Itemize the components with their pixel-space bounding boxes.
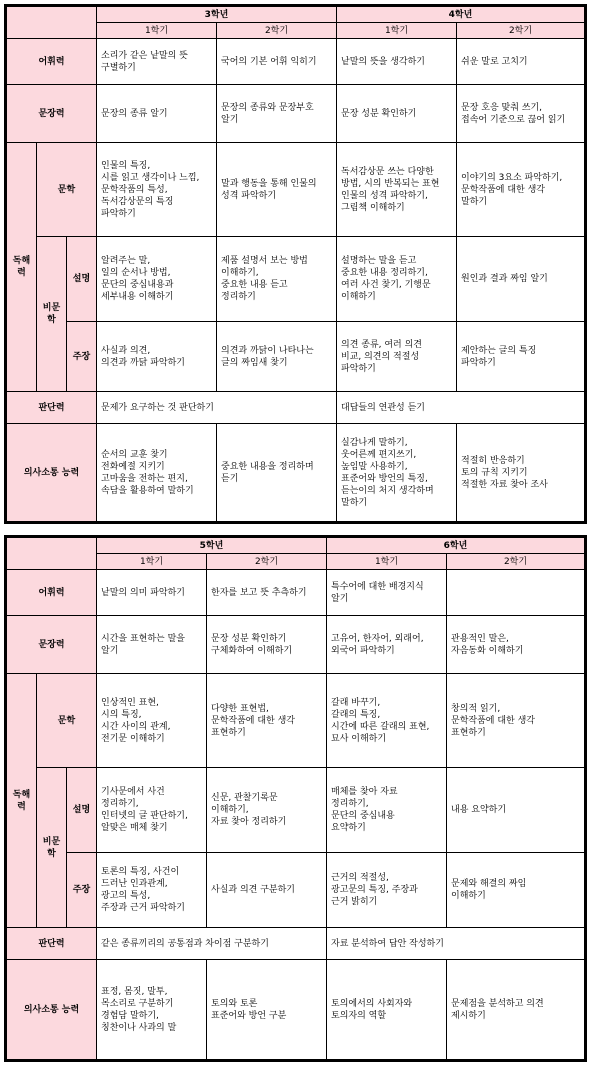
table-cell: 이야기의 3요소 파악하기, 문학작품에 대한 생각 말하기 — [457, 143, 585, 237]
table-cell — [447, 570, 585, 616]
grade-header: 6학년 — [327, 538, 585, 554]
table-cell: 적절히 반응하기 토의 규칙 지키기 적절한 자료 찾아 조사 — [457, 424, 585, 522]
category-nonliterature: 비문학 — [37, 768, 67, 928]
table-cell: 실감나게 말하기, 웃어른께 편지쓰기, 높임말 사용하기, 표준어와 방언의 특징, 듣는이의 처지 생각하며 말하기 — [337, 424, 457, 522]
semester-header: 2학기 — [217, 23, 337, 39]
table-row — [7, 143, 585, 237]
table-cell: 의견 종류, 여러 의견 비교, 의견의 적절성 파악하기 — [337, 322, 457, 392]
category-judgment: 판단력 — [7, 928, 97, 960]
table-cell: 근거의 적절성, 광고문의 특징, 주장과 근거 밝히기 — [327, 853, 447, 928]
corner-cell — [7, 538, 97, 570]
table-cell: 시간을 표현하는 말을 알기 — [97, 616, 207, 674]
table-row — [7, 674, 585, 768]
table-cell: 같은 종류끼리의 공통점과 차이점 구분하기 — [97, 928, 327, 960]
table-cell: 순서의 교훈 찾기 전화예절 지키기 고마움을 전하는 편지, 속담을 활용하여 말하기 — [97, 424, 217, 522]
table-cell: 토의에서의 사회자와 토의자의 역할 — [327, 960, 447, 1060]
table-cell: 대답들의 연관성 듣기 — [337, 392, 585, 424]
table-row — [7, 928, 585, 960]
table-cell: 특수어에 대한 배경지식 알기 — [327, 570, 447, 616]
semester-header: 1학기 — [327, 554, 447, 570]
category-sentence: 문장력 — [7, 85, 97, 143]
semester-header: 1학기 — [97, 554, 207, 570]
table-row — [7, 237, 585, 322]
corner-cell — [7, 7, 97, 39]
category-argumentative: 주장 — [67, 853, 97, 928]
curriculum-table-grade3-4 — [6, 6, 585, 522]
table-cell: 문장 성분 확인하기 — [337, 85, 457, 143]
semester-header: 2학기 — [207, 554, 327, 570]
table-cell: 제품 설명서 보는 방법 이해하기, 중요한 내용 듣고 정리하기 — [217, 237, 337, 322]
table-row — [7, 322, 585, 392]
table-cell: 고유어, 한자어, 외래어, 외국어 파악하기 — [327, 616, 447, 674]
table-cell: 의견과 까닭이 나타나는 글의 짜임새 찾기 — [217, 322, 337, 392]
category-explanatory: 설명 — [67, 237, 97, 322]
category-vocabulary: 어휘력 — [7, 39, 97, 85]
table-cell: 독서감상문 쓰는 다양한 방법, 시의 반복되는 표현 인물의 성격 파악하기, 그림책 이해하기 — [337, 143, 457, 237]
category-reading: 독해력 — [7, 674, 37, 928]
category-communication: 의사소통 능력 — [7, 424, 97, 522]
table-cell: 문장 성분 확인하기 구체화하여 이해하기 — [207, 616, 327, 674]
category-reading: 독해력 — [7, 143, 37, 392]
table-cell: 인상적인 표현, 시의 특징, 시간 사이의 관계, 전기문 이해하기 — [97, 674, 207, 768]
table-cell: 내용 요약하기 — [447, 768, 585, 853]
category-argumentative: 주장 — [67, 322, 97, 392]
semester-header: 2학기 — [447, 554, 585, 570]
table-row — [7, 39, 585, 85]
table-cell: 창의적 읽기, 문학작품에 대한 생각 표현하기 — [447, 674, 585, 768]
semester-header: 1학기 — [97, 23, 217, 39]
grade-header: 4학년 — [337, 7, 585, 23]
table-cell: 문제와 해결의 짜임 이해하기 — [447, 853, 585, 928]
table-row — [7, 853, 585, 928]
category-sentence: 문장력 — [7, 616, 97, 674]
table-cell: 기사문에서 사건 정리하기, 인터넷의 글 판단하기, 알맞은 매체 찾기 — [97, 768, 207, 853]
category-communication: 의사소통 능력 — [7, 960, 97, 1060]
table-row — [7, 85, 585, 143]
table-cell: 인물의 특징, 시를 읽고 생각이나 느낌, 문학작품의 특성, 독서감상문의 특징 파악하기 — [97, 143, 217, 237]
table-cell: 낱말의 뜻을 생각하기 — [337, 39, 457, 85]
table-cell: 소리가 같은 낱말의 뜻 구별하기 — [97, 39, 217, 85]
table-cell: 신문, 관찰기록문 이해하기, 자료 찾아 정리하기 — [207, 768, 327, 853]
category-literature: 문학 — [37, 143, 97, 237]
table-cell: 자료 분석하여 답안 작성하기 — [327, 928, 585, 960]
table-cell: 사실과 의견 구분하기 — [207, 853, 327, 928]
table-cell: 원인과 결과 짜임 알기 — [457, 237, 585, 322]
table-row — [7, 570, 585, 616]
category-explanatory: 설명 — [67, 768, 97, 853]
table-cell: 설명하는 말을 듣고 중요한 내용 정리하기, 여러 사건 찾기, 기행문 이해하기 — [337, 237, 457, 322]
grade-header: 5학년 — [97, 538, 327, 554]
table-cell: 문제점을 분석하고 의견 제시하기 — [447, 960, 585, 1060]
table-row — [7, 424, 585, 522]
category-vocabulary: 어휘력 — [7, 570, 97, 616]
table-cell: 관용적인 말은, 자음동화 이해하기 — [447, 616, 585, 674]
table-cell: 사실과 의견, 의견과 까닭 파악하기 — [97, 322, 217, 392]
table-cell: 다양한 표현법, 문학작품에 대한 생각 표현하기 — [207, 674, 327, 768]
table-cell: 한자를 보고 뜻 추측하기 — [207, 570, 327, 616]
table-row — [7, 392, 585, 424]
table-cell: 문제가 요구하는 것 판단하기 — [97, 392, 337, 424]
table-cell: 문장의 종류 알기 — [97, 85, 217, 143]
table-cell: 문장의 종류와 문장부호 알기 — [217, 85, 337, 143]
table-cell: 문장 호응 맞춰 쓰기, 접속어 기준으로 끊어 읽기 — [457, 85, 585, 143]
table-cell: 토론의 특징, 사건이 드러난 인과관계, 광고의 특성, 주장과 근거 파악하기 — [97, 853, 207, 928]
table-cell: 쉬운 말로 고치기 — [457, 39, 585, 85]
curriculum-table-grade5-6 — [6, 537, 585, 1060]
table-cell: 알려주는 말, 일의 순서나 방법, 문단의 중심내용과 세부내용 이해하기 — [97, 237, 217, 322]
table-row — [7, 960, 585, 1060]
table-cell: 중요한 내용을 정리하며 듣기 — [217, 424, 337, 522]
table-cell: 국어의 기본 어휘 익히기 — [217, 39, 337, 85]
table-cell: 표정, 몸짓, 말투, 목소리로 구분하기 경험담 말하기, 칭찬이나 사과의 말 — [97, 960, 207, 1060]
table-cell: 낱말의 의미 파악하기 — [97, 570, 207, 616]
category-literature: 문학 — [37, 674, 97, 768]
table-cell: 매체를 찾아 자료 정리하기, 문단의 중심내용 요약하기 — [327, 768, 447, 853]
table-row — [7, 768, 585, 853]
table-cell: 갈래 바꾸기, 갈래의 특징, 시간에 따른 갈래의 표현, 묘사 이해하기 — [327, 674, 447, 768]
table-row — [7, 616, 585, 674]
grade-header: 3학년 — [97, 7, 337, 23]
semester-header: 1학기 — [337, 23, 457, 39]
semester-header: 2학기 — [457, 23, 585, 39]
table-cell: 제안하는 글의 특징 파악하기 — [457, 322, 585, 392]
table-cell: 토의와 토론 표준어와 방언 구분 — [207, 960, 327, 1060]
category-nonliterature: 비문학 — [37, 237, 67, 392]
category-judgment: 판단력 — [7, 392, 97, 424]
table-cell: 말과 행동을 통해 인물의 성격 파악하기 — [217, 143, 337, 237]
